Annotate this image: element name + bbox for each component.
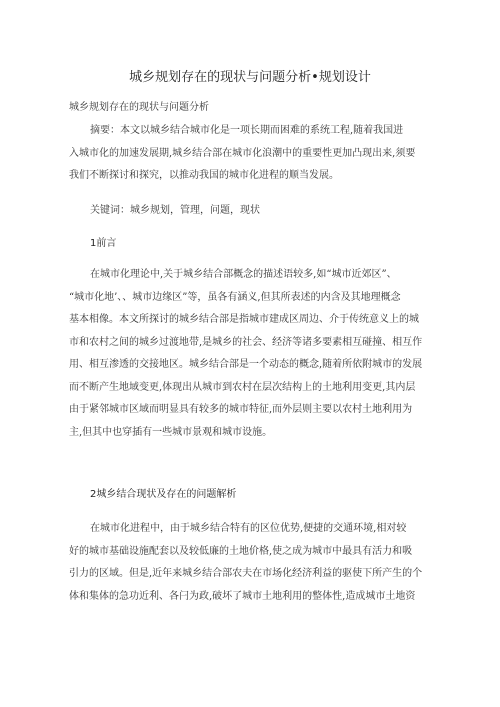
- body-line: “城市化地’、、城市边缘区”等，虽各有涵义,但其所表述的内含及其地理概念: [69, 291, 401, 303]
- abstract-paragraph: [69, 120, 431, 188]
- body-line: 好的城市基础设施配套以及较低廉的土地价格,使之成为城市中最具有活力和吸: [69, 545, 413, 557]
- abstract-line: 我们不断探讨和探究，以推动我国的城市化进程的顺当发展。: [69, 170, 339, 181]
- abstract-line: 入城市化的加速发展期,城乡结合部在城市化浪潮中的重要性更加凸现出来,须要: [69, 147, 416, 159]
- status-paragraph: [69, 518, 431, 608]
- document-title: 城乡规划存在的现状与问题分析•规划设计: [129, 70, 371, 85]
- body-line: 在城市化理论中,关于城乡结合部概念的描述语较多,如“城市近郊区”、: [90, 269, 397, 280]
- body-line: 主,但其中也穿插有一些城市景观和城市设施。: [69, 426, 273, 438]
- body-line: 引力的区域。但是,近年来城乡结合部农夫在市场化经济利益的驱使下所产生的个: [69, 568, 423, 579]
- body-line: 由于紧邻城市区域而明显具有较多的城市特征,而外层则主要以农村土地利用为: [69, 404, 413, 415]
- body-line: 市和农村之间的城乡过渡地带,是城乡的社会、经济等诸多要素相互碰撞、相互作: [69, 336, 423, 348]
- keywords-line: 关键词：城乡规划，管理，问题，现状: [90, 205, 260, 216]
- section-heading-intro: 1前言: [90, 238, 117, 249]
- abstract-line: 摘要：本文以城乡结合城市化是一项长期而困难的系统工程,随着我国进: [90, 125, 404, 136]
- body-line: 而不断产生地域变更,体现出从城市到农村在层次结构上的土地利用变更,其内层: [69, 381, 416, 393]
- document-subtitle: 城乡规划存在的现状与问题分析: [69, 102, 209, 113]
- body-line: 用、相互渗透的交接地区。城乡结合部是一个动态的概念,随着所依附城市的发展: [69, 359, 423, 370]
- section-heading-status: 2城乡结合现状及存在的问题解析: [90, 489, 237, 500]
- body-line: 体和集体的急功近利、各闩为政,破坏了城市土地利用的整体性,造成城市土地资: [69, 590, 416, 602]
- intro-paragraph: [69, 264, 431, 444]
- body-line: 在城市化进程中，由于城乡结合特有的区位优势,便捷的交通环境,相对较: [90, 523, 407, 534]
- body-line: 基本相像。本文所探讨的城乡结合部是指城市建成区周边、介于传统意义上的城: [69, 314, 419, 325]
